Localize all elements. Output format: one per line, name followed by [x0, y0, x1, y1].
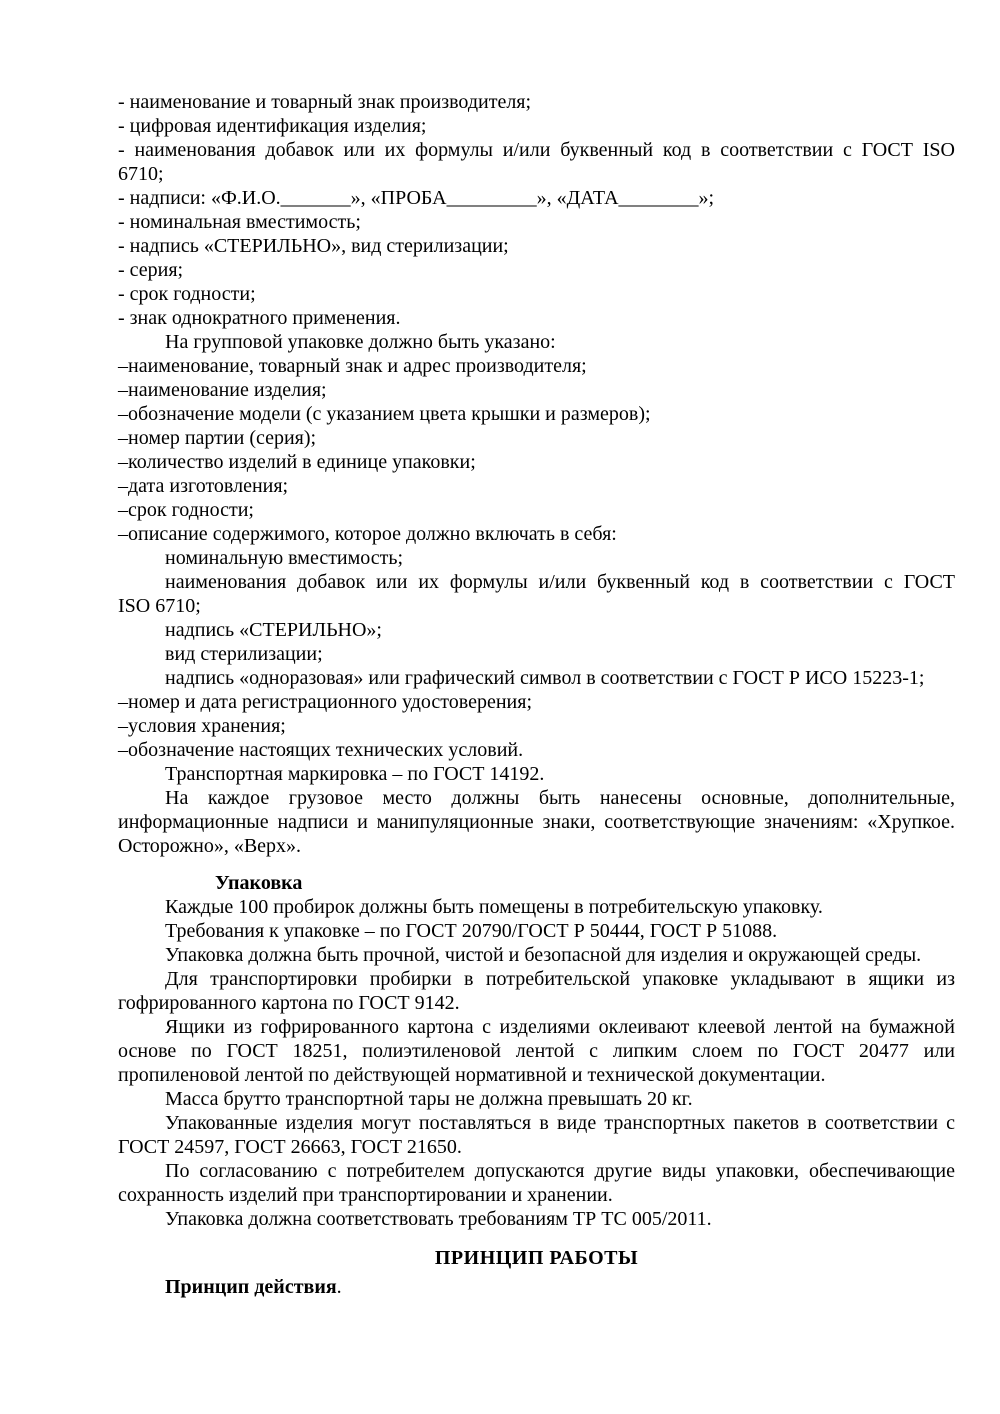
- principle-subheading: [118, 1275, 955, 1299]
- unit-marking-item-continuation: 6710;: [118, 163, 164, 185]
- group-marking-item: –обозначение модели (с указанием цвета крышки и размеров);: [118, 403, 651, 425]
- group-marking-item: –наименование изделия;: [118, 379, 327, 401]
- packaging-paragraph-line: ГОСТ 24597, ГОСТ 26663, ГОСТ 21650.: [118, 1136, 462, 1158]
- packaging-paragraph-line: По согласованию с потребителем допускаются другие виды упаковки, обеспечивающие: [165, 1160, 955, 1182]
- group-marking-item: –количество изделий в единице упаковки;: [118, 451, 476, 473]
- group-marking-item: –условия хранения;: [118, 715, 286, 737]
- description-sub-item: надпись «одноразовая» или графический символ в соответствии с ГОСТ Р ИСО 15223-1;: [165, 667, 925, 689]
- unit-marking-item: - надписи: «Ф.И.О._______», «ПРОБА_________», «ДАТА________»;: [118, 187, 715, 209]
- unit-marking-item: - срок годности;: [118, 283, 256, 305]
- description-sub-item: вид стерилизации;: [165, 643, 323, 665]
- description-sub-item-continuation: ISO 6710;: [118, 595, 201, 617]
- page-content: [118, 90, 955, 1299]
- group-marking-item: –срок годности;: [118, 499, 254, 521]
- unit-marking-item: - наименования добавок или их формулы и/или буквенный код в соответствии с ГОСТ ISO: [118, 139, 955, 161]
- group-marking-item: –описание содержимого, которое должно включать в себя:: [118, 523, 617, 545]
- principle-section-title: ПРИНЦИП РАБОТЫ: [434, 1247, 639, 1269]
- packaging-paragraph: Требования к упаковке – по ГОСТ 20790/ГОСТ Р 50444, ГОСТ Р 51088.: [165, 920, 778, 942]
- cargo-marking-line: На каждое грузовое место должны быть нанесены основные, дополнительные,: [165, 787, 955, 809]
- packaging-paragraph-line: пропиленовой лентой по действующей нормативной и технической документации.: [118, 1064, 826, 1086]
- group-marking-item: –обозначение настоящих технических условий.: [118, 739, 524, 761]
- packaging-paragraph: Каждые 100 пробирок должны быть помещены в потребительскую упаковку.: [165, 896, 823, 918]
- packaging-heading: Упаковка: [215, 872, 303, 894]
- unit-marking-item: - надпись «СТЕРИЛЬНО», вид стерилизации;: [118, 235, 509, 257]
- description-sub-item: номинальную вместимость;: [165, 547, 404, 569]
- packaging-paragraph: Упаковка должна соответствовать требованиям ТР ТС 005/2011.: [165, 1208, 712, 1230]
- principle-subheading-period: .: [336, 1276, 342, 1298]
- cargo-marking-line: Осторожно», «Верх».: [118, 835, 302, 857]
- unit-marking-item: - цифровая идентификация изделия;: [118, 115, 427, 137]
- packaging-paragraph-line: гофрированного картона по ГОСТ 9142.: [118, 992, 460, 1014]
- packaging-paragraph-line: Ящики из гофрированного картона с изделиями оклеивают клеевой лентой на бумажной: [165, 1016, 955, 1038]
- principle-subheading-text: Принцип действия: [165, 1276, 337, 1298]
- group-marking-item: –номер партии (серия);: [118, 427, 317, 449]
- unit-marking-item: - знак однократного применения.: [118, 307, 401, 329]
- unit-marking-item: - наименование и товарный знак производителя;: [118, 91, 532, 113]
- packaging-paragraph: Масса брутто транспортной тары не должна превышать 20 кг.: [165, 1088, 693, 1110]
- transport-marking-line: Транспортная маркировка – по ГОСТ 14192.: [165, 763, 545, 785]
- group-marking-item: –дата изготовления;: [118, 475, 289, 497]
- packaging-paragraph-line: сохранность изделий при транспортировании и хранении.: [118, 1184, 613, 1206]
- packaging-paragraph-line: Для транспортировки пробирки в потребительской упаковке укладывают в ящики из: [165, 968, 955, 990]
- group-marking-intro: На групповой упаковке должно быть указано:: [165, 331, 556, 353]
- packaging-paragraph-line: основе по ГОСТ 18251, полиэтиленовой лентой с липким слоем по ГОСТ 20477 или: [118, 1040, 955, 1062]
- packaging-paragraph: Упаковка должна быть прочной, чистой и безопасной для изделия и окружающей среды.: [165, 944, 922, 966]
- unit-marking-item: - номинальная вместимость;: [118, 211, 361, 233]
- group-marking-item: –наименование, товарный знак и адрес производителя;: [118, 355, 587, 377]
- description-sub-item: надпись «СТЕРИЛЬНО»;: [165, 619, 382, 641]
- description-sub-item: наименования добавок или их формулы и/или буквенный код в соответствии с ГОСТ: [165, 571, 955, 593]
- cargo-marking-line: информационные надписи и манипуляционные знаки, соответствующие значениям: «Хрупкое.: [118, 811, 955, 833]
- packaging-paragraph-line: Упакованные изделия могут поставляться в виде транспортных пакетов в соответствии с: [165, 1112, 955, 1134]
- unit-marking-item: - серия;: [118, 259, 184, 281]
- group-marking-item: –номер и дата регистрационного удостоверения;: [118, 691, 533, 713]
